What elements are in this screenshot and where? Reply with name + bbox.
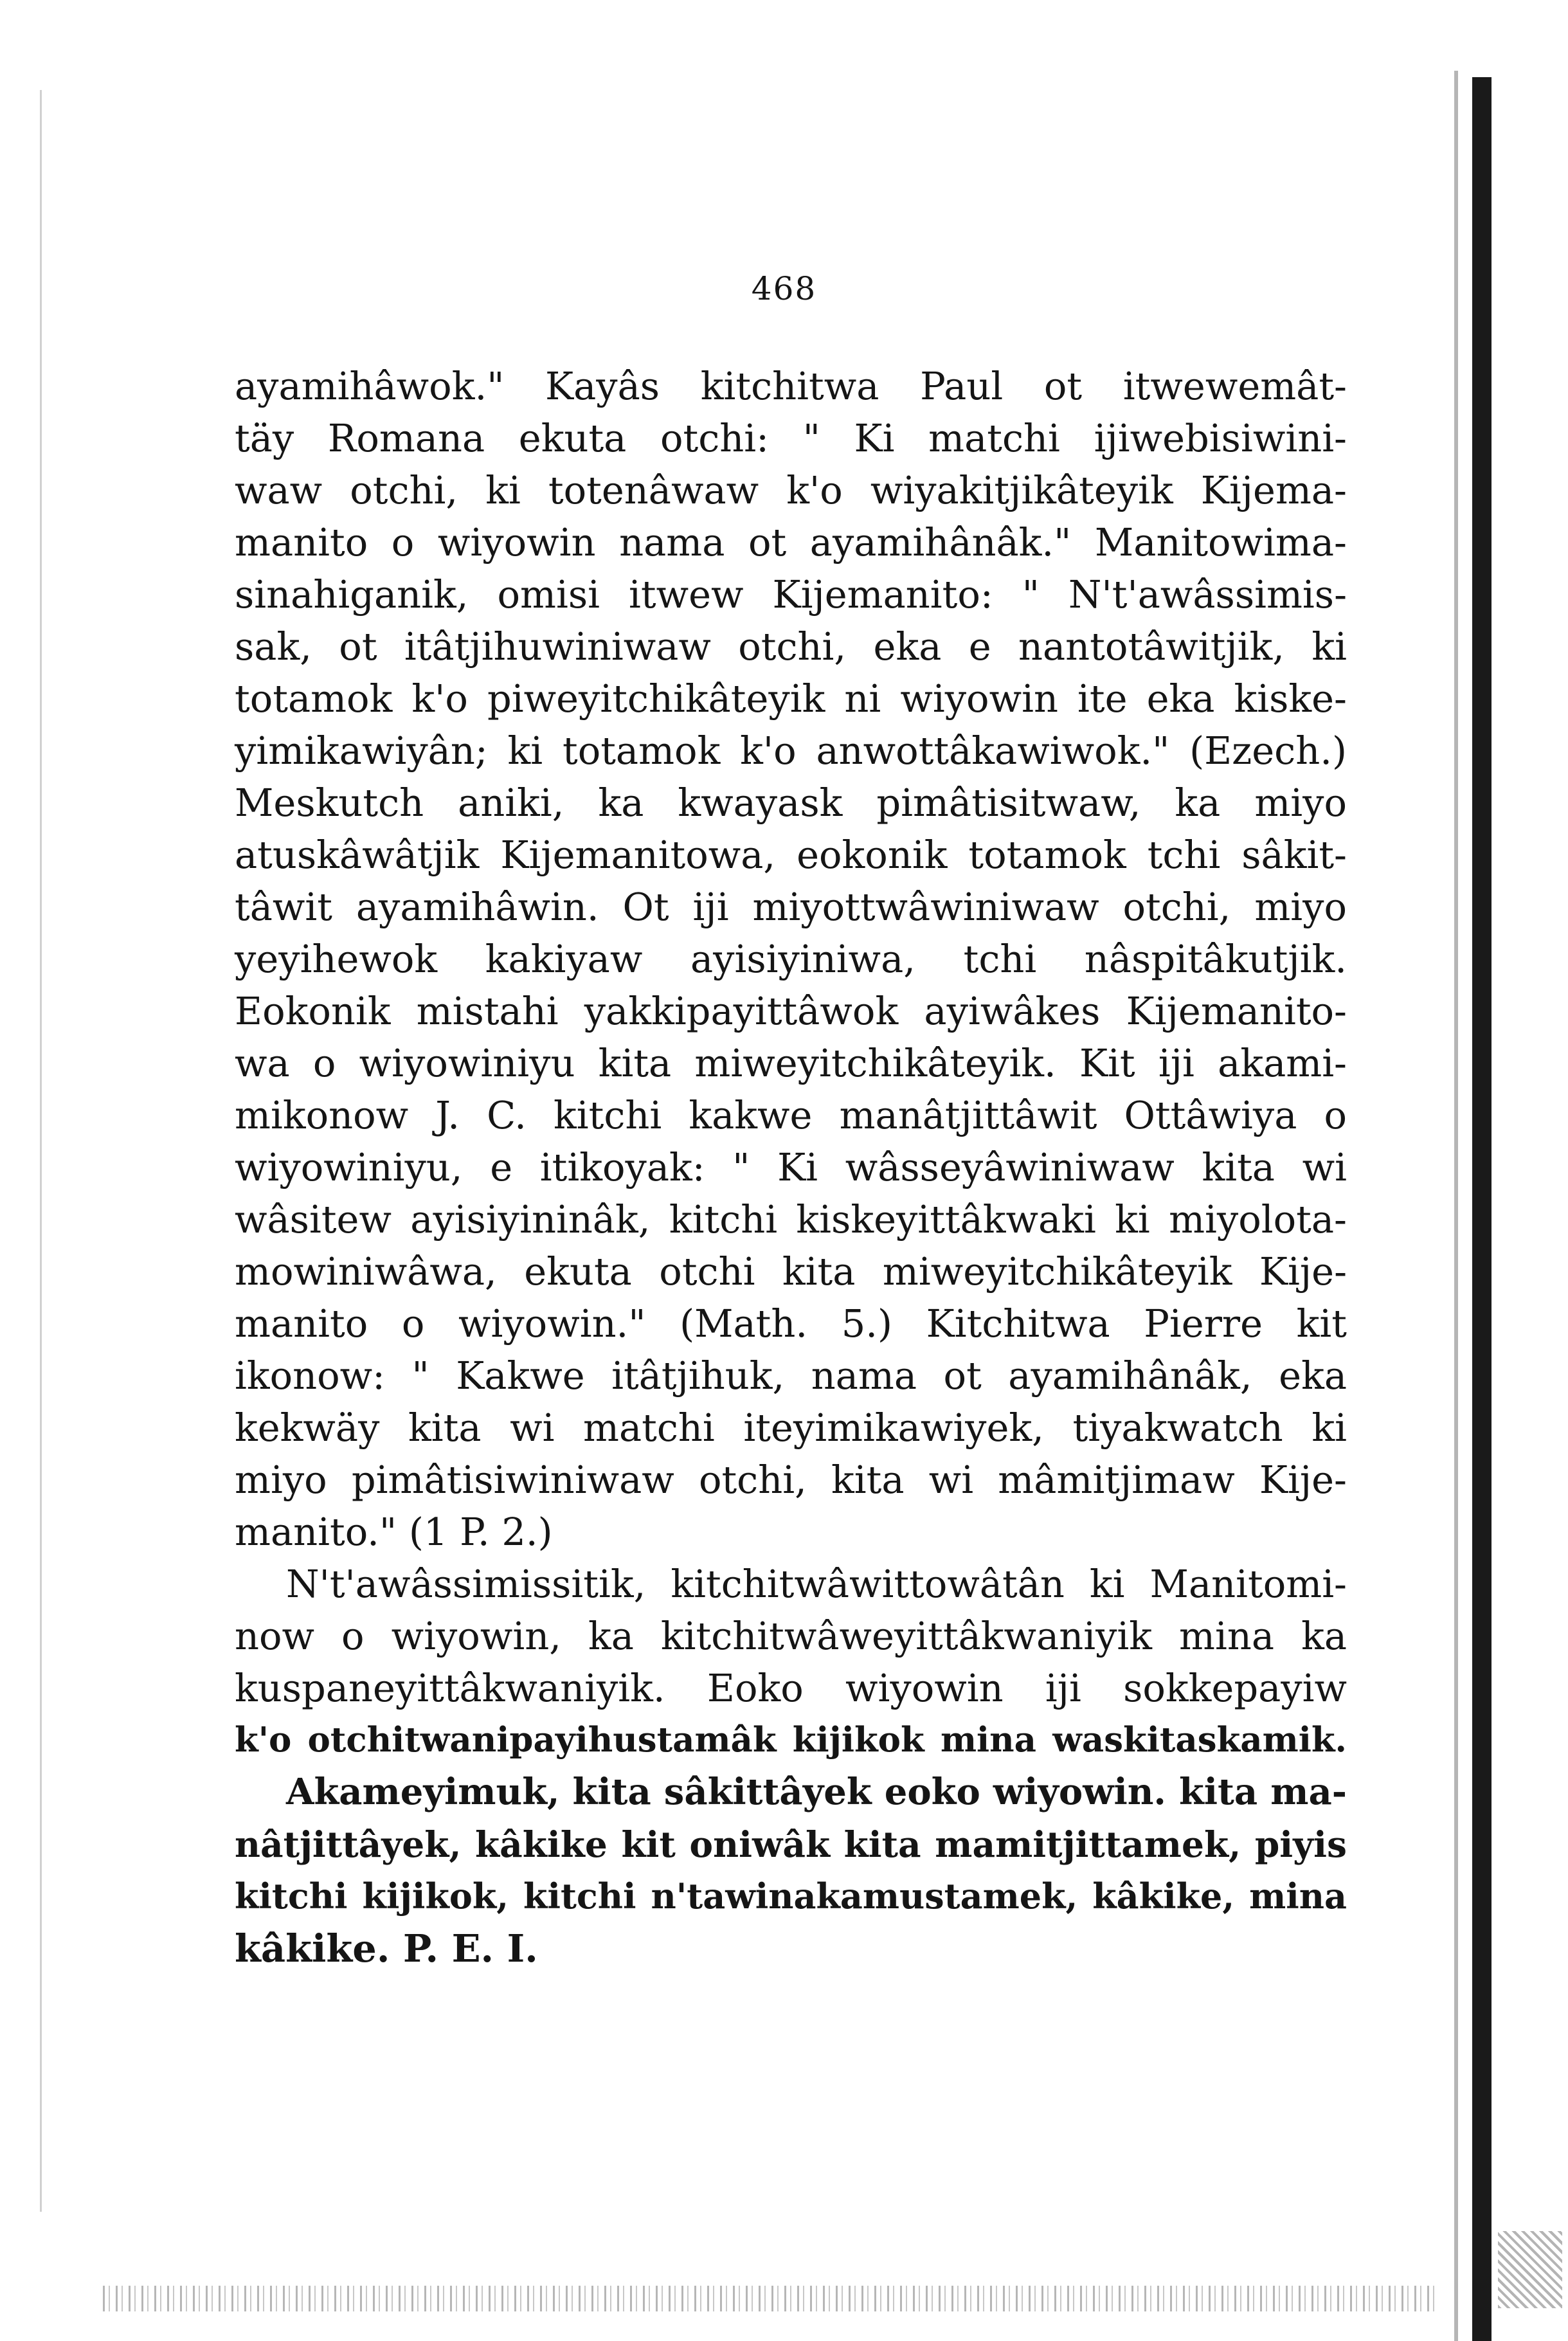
text-line: sinahiganik, omisi itwew Kijemanito: " N't'awâssimis-	[235, 572, 1347, 617]
right-scan-edge	[1472, 77, 1491, 2341]
text-line: nâtjittâyek, kâkike kit oniwâk kita mamitjittamek, piyis	[235, 1823, 1347, 1865]
text-line: now o wiyowin, ka kitchitwâweyittâkwaniyik mina ka	[235, 1614, 1347, 1658]
text-line: wiyowiniyu, e itikoyak: " Ki wâsseyâwiniwaw kita wi	[235, 1145, 1347, 1189]
text-line: atuskâwâtjik Kijemanitowa, eokonik totamok tchi sâkit-	[235, 833, 1347, 877]
page-number: 468	[751, 270, 817, 307]
text-line: N't'awâssimissitik, kitchitwâwittowâtân ki Manitomi-	[286, 1562, 1347, 1606]
text-line: yimikawiyân; ki totamok k'o anwottâkawiwok." (Ezech.)	[235, 728, 1347, 773]
text-line: mowiniwâwa, ekuta otchi kita miweyitchikâteyik Kije-	[235, 1249, 1347, 1294]
text-line: wa o wiyowiniyu kita miweyitchikâteyik. Kit iji akami-	[235, 1041, 1347, 1085]
text-line: Meskutch aniki, ka kwayask pimâtisitwaw, ka miyo	[235, 781, 1347, 825]
text-line: täy Romana ekuta otchi: " Ki matchi ijiwebisiwini-	[235, 416, 1347, 460]
corner-scan-noise	[1498, 2231, 1562, 2308]
body-text	[235, 360, 1347, 1975]
text-line: manito." (1 P. 2.)	[235, 1510, 553, 1554]
right-scan-shadow	[1454, 71, 1458, 2341]
text-line: ikonow: " Kakwe itâtjihuk, nama ot ayamihânâk, eka	[235, 1353, 1347, 1398]
text-line: waw otchi, ki totenâwaw k'o wiyakitjikâteyik Kijema-	[235, 468, 1347, 512]
text-line: manito o wiyowin nama ot ayamihânâk." Manitowima-	[235, 520, 1347, 565]
text-line: kekwäy kita wi matchi iteyimikawiyek, tiyakwatch ki	[235, 1406, 1347, 1450]
text-line: yeyihewok kakiyaw ayisiyiniwa, tchi nâspitâkutjik.	[235, 937, 1347, 981]
text-line: Akameyimuk, kita sâkittâyek eoko wiyowin. kita ma-	[286, 1771, 1347, 1813]
text-line: kâkike. P. E. I.	[235, 1926, 538, 1971]
text-line: kuspaneyittâkwaniyik. Eoko wiyowin iji sokkepayiw	[235, 1666, 1347, 1710]
text-line: k'o otchitwanipayihustamâk kijikok mina waskitaskamik.	[235, 1720, 1347, 1760]
text-line: sak, ot itâtjihuwiniwaw otchi, eka e nantotâwitjik, ki	[235, 624, 1347, 669]
text-line: ayamihâwok." Kayâs kitchitwa Paul ot itwewemât-	[235, 364, 1347, 408]
text-line: mikonow J. C. kitchi kakwe manâtjittâwit Ottâwiya o	[235, 1093, 1347, 1137]
text-line: tâwit ayamihâwin. Ot iji miyottwâwiniwaw otchi, miyo	[235, 885, 1347, 929]
text-line: Eokonik mistahi yakkipayittâwok ayiwâkes Kijemanito-	[235, 989, 1347, 1033]
text-line: kitchi kijikok, kitchi n'tawinakamustamek, kâkike, mina	[235, 1876, 1347, 1917]
text-line: manito o wiyowin." (Math. 5.) Kitchitwa Pierre kit	[235, 1301, 1347, 1346]
text-line: wâsitew ayisiyininâk, kitchi kiskeyittâkwaki ki miyolota-	[235, 1197, 1347, 1242]
left-margin-line	[40, 90, 42, 2212]
text-line: miyo pimâtisiwiniwaw otchi, kita wi mâmitjimaw Kije-	[235, 1458, 1347, 1502]
bottom-scan-noise	[103, 2286, 1440, 2311]
text-line: totamok k'o piweyitchikâteyik ni wiyowin ite eka kiske-	[235, 676, 1347, 721]
